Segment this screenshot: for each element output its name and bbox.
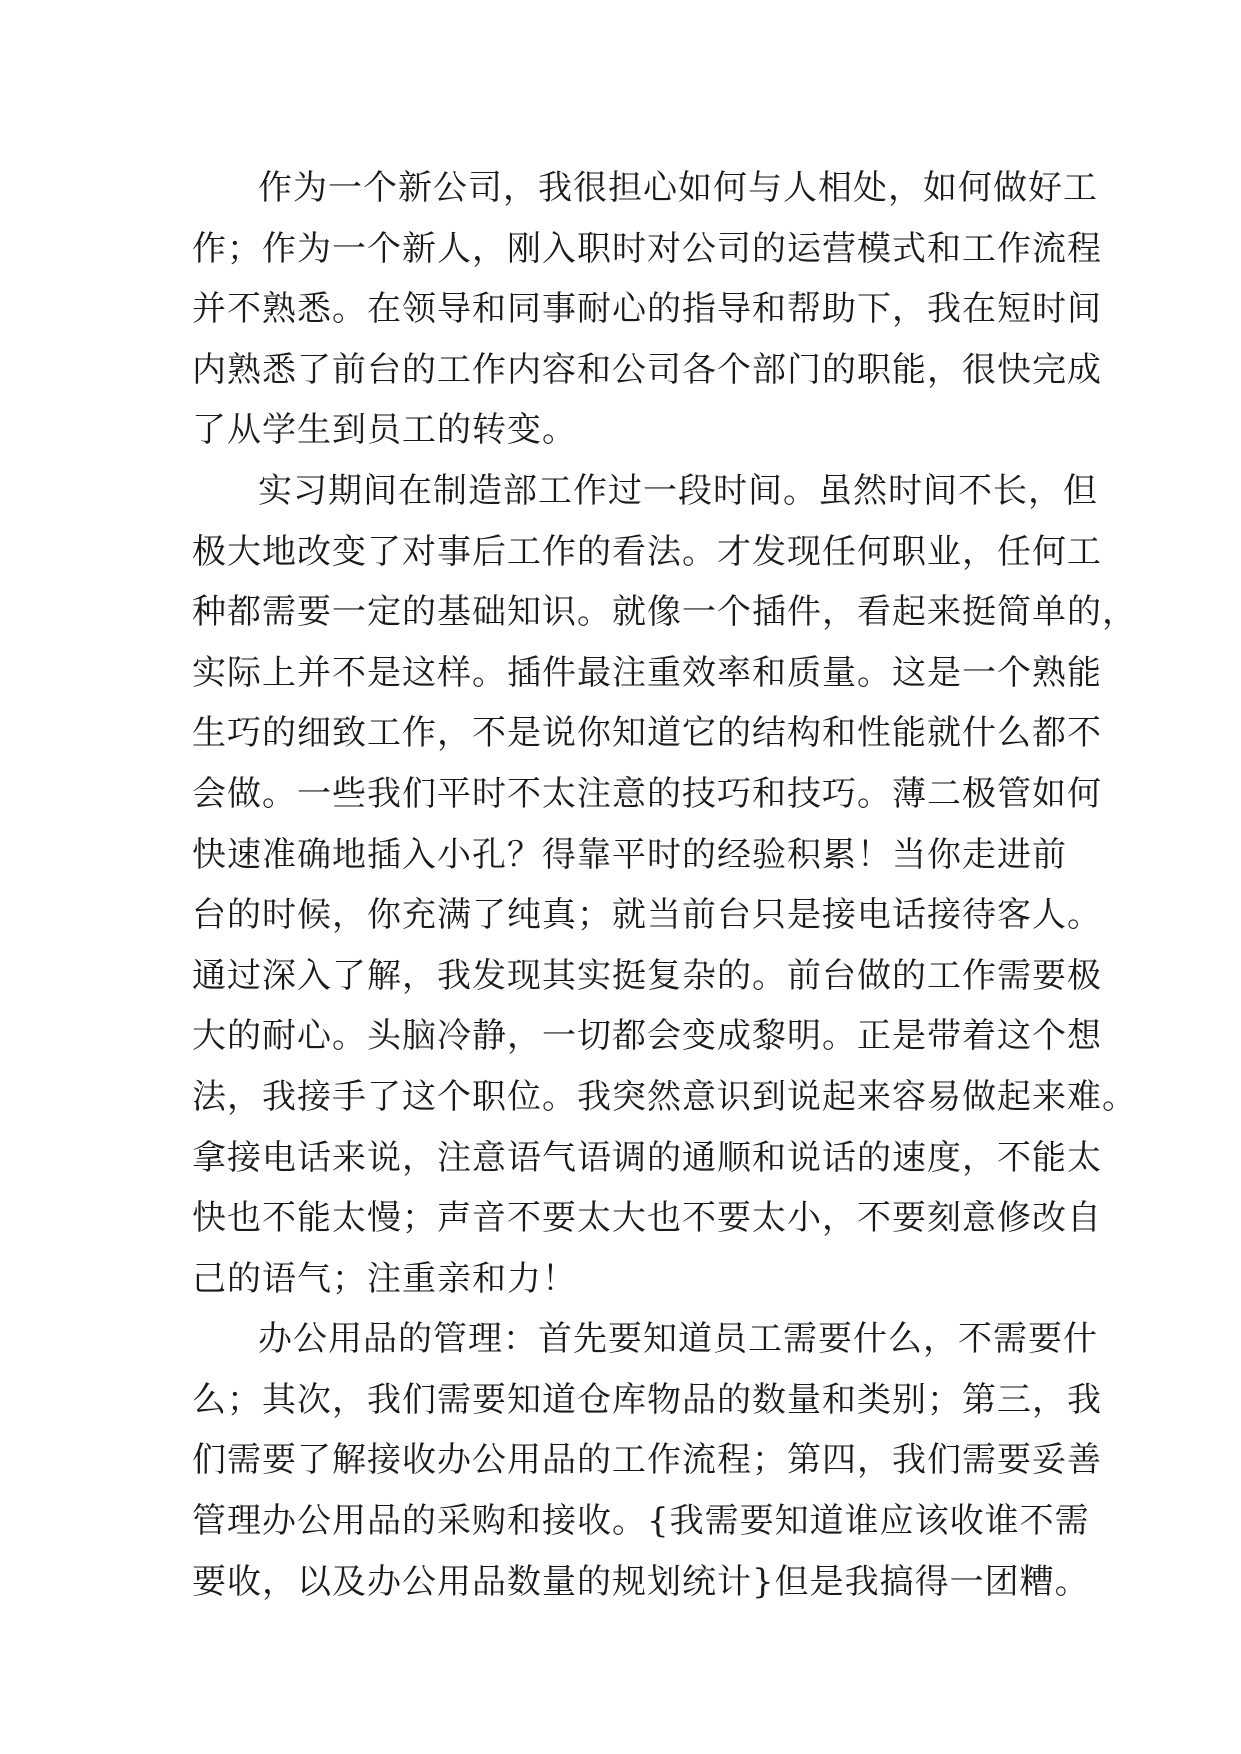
text-line: 己的语气；注重亲和力！ [192,1258,577,1299]
text-line: 办公用品的管理：首先要知道员工需要什么，不需要什 [258,1319,1098,1360]
paragraph-3 [192,1309,1102,1612]
text-line: 么；其次，我们需要知道仓库物品的数量和类别；第三，我 [192,1379,1102,1420]
text-line: 要收，以及办公用品数量的规划统计}但是我搞得一团糟。 [192,1561,1090,1602]
text-line: 作为一个新公司，我很担心如何与人相处，如何做好工 [258,168,1098,208]
text-line: 种都需要一定的基础知识。就像一个插件，看起来挺简单的， [192,592,1137,633]
text-line: 们需要了解接收办公用品的工作流程；第四，我们需要妥善 [192,1440,1102,1481]
text-line: 通过深入了解，我发现其实挺复杂的。前台做的工作需要极 [192,955,1102,996]
text-line: 会做。一些我们平时不太注意的技巧和技巧。薄二极管如何 [192,773,1102,814]
text-line: 快也不能太慢；声音不要太大也不要太小，不要刻意修改自 [192,1198,1102,1239]
text-line: 管理办公用品的采购和接收。{我需要知道谁应该收谁不需 [192,1501,1090,1542]
text-line: 生巧的细致工作，不是说你知道它的结构和性能就什么都不 [192,713,1102,754]
text-line: 实习期间在制造部工作过一段时间。虽然时间不长，但 [258,470,1098,511]
text-line: 大的耐心。头脑冷静，一切都会变成黎明。正是带着这个想 [192,1016,1102,1057]
text-line: 极大地改变了对事后工作的看法。才发现任何职业，任何工 [192,531,1102,572]
text-line: 并不熟悉。在领导和同事耐心的指导和帮助下，我在短时间 [192,289,1102,330]
text-line: 快速准确地插入小孔？得靠平时的经验积累！当你走进前 [192,834,1067,875]
text-line: 实际上并不是这样。插件最注重效率和质量。这是一个熟能 [192,652,1102,693]
paragraph-2 [192,461,1137,1309]
paragraph-1 [192,158,1102,461]
text-line: 台的时候，你充满了纯真；就当前台只是接电话接待客人。 [192,895,1102,936]
text-line: 了从学生到员工的转变。 [192,410,577,451]
text-line: 法，我接手了这个职位。我突然意识到说起来容易做起来难。 [192,1076,1137,1117]
text-line: 拿接电话来说，注意语气语调的通顺和说话的速度，不能太 [192,1137,1102,1178]
text-line: 内熟悉了前台的工作内容和公司各个部门的职能，很快完成 [192,349,1102,390]
document-body [192,158,1137,1612]
text-line: 作；作为一个新人，刚入职时对公司的运营模式和工作流程 [192,228,1102,269]
